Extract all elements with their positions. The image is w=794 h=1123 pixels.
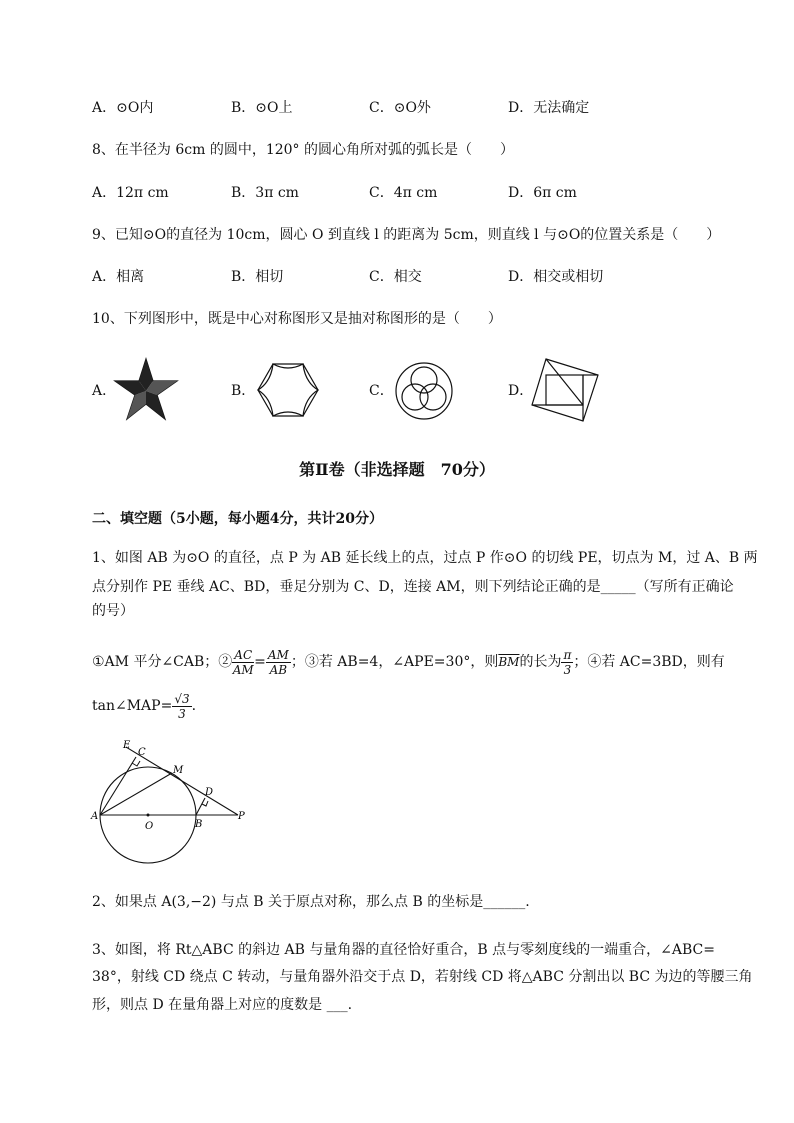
f1-tan-line bbox=[92, 689, 196, 723]
f1-s4: ；④若 AC=3BD，则有 bbox=[573, 654, 725, 670]
pythagoras-squares-figure bbox=[528, 355, 604, 425]
q10-stem: 10、下列图形中，既是中心对称图形又是抽对称图形的是（ ） bbox=[92, 311, 502, 327]
q8-option-b: B．3π cm bbox=[231, 185, 299, 201]
q10-option-c: C． bbox=[369, 383, 394, 399]
q7-option-a: A．⊙O内 bbox=[92, 100, 154, 116]
f1-tan: tan∠MAP= bbox=[92, 698, 173, 714]
q10-option-d: D． bbox=[508, 383, 534, 399]
q8-stem: 8、在半径为 6cm 的圆中，120° 的圆心角所对弧的弧长是（ ） bbox=[92, 142, 515, 158]
section2-title: 二、填空题（5小题，每小题4分，共计20分） bbox=[92, 511, 383, 527]
f1-line2: 点分别作 PE 垂线 AC、BD，垂足分别为 C、D，连接 AM，则下列结论正确的是_____（写所有正确论 bbox=[92, 579, 734, 595]
label-e: E bbox=[123, 740, 131, 751]
label-m: M bbox=[173, 765, 184, 776]
label-p: P bbox=[238, 811, 245, 822]
q7-option-d: D．无法确定 bbox=[508, 100, 590, 116]
f1-line3: 的号） bbox=[92, 603, 134, 619]
label-a: A bbox=[91, 811, 99, 822]
circle-tangent-figure bbox=[88, 735, 258, 870]
f1-line1: 1、如图 AB 为⊙O 的直径，点 P 为 AB 延长线上的点，过点 P 作⊙O 的切线 PE，切点为 M，过 A、B 两 bbox=[92, 550, 758, 566]
f1-s2: ；③若 AB=4，∠APE=30°，则 bbox=[290, 654, 499, 670]
q9-option-c: C．相交 bbox=[369, 269, 422, 285]
q8-option-c: C．4π cm bbox=[369, 185, 438, 201]
f1-s3: 的长为 bbox=[519, 654, 562, 670]
label-c: C bbox=[138, 747, 146, 758]
frac-ac-am: $\frac{AC}{AM}$ bbox=[232, 647, 254, 677]
label-b: B bbox=[195, 819, 203, 830]
label-o: O bbox=[145, 821, 154, 832]
q9-option-b: B．相切 bbox=[231, 269, 284, 285]
three-circles-figure bbox=[393, 361, 455, 421]
q9-stem: 9、已知⊙O的直径为 10cm，圆心 O 到直线 l 的距离为 5cm，则直线 l 与⊙O的位置关系是（ ） bbox=[92, 227, 721, 243]
q10-option-a: A． bbox=[92, 383, 117, 399]
equals-sign: = bbox=[254, 654, 266, 670]
q9-option-d: D．相交或相切 bbox=[508, 269, 604, 285]
f1-s1: ①AM 平分∠CAB；② bbox=[92, 654, 233, 670]
f2-text: 2、如果点 A(3,−2) 与点 B 关于原点对称，那么点 B 的坐标是______. bbox=[92, 894, 530, 910]
label-d: D bbox=[205, 787, 214, 798]
f1-statements bbox=[92, 645, 725, 679]
f3-line1: 3、如图，将 Rt△ABC 的斜边 AB 与量角器的直径恰好重合，B 点与零刻度线的一端重合，∠ABC= bbox=[92, 942, 715, 958]
hexagon-arcs-figure bbox=[255, 360, 321, 420]
q7-option-b: B．⊙O上 bbox=[231, 100, 293, 116]
f3-line2: 38°，射线 CD 绕点 C 转动，与量角器外沿交于点 D，若射线 CD 将△ABC 分割出以 BC 为边的等腰三角 bbox=[92, 969, 753, 985]
q8-option-d: D．6π cm bbox=[508, 185, 577, 201]
q9-option-a: A．相离 bbox=[92, 269, 145, 285]
frac-am-ab: $\frac{AM}{AB}$ bbox=[267, 647, 289, 677]
star-figure bbox=[112, 357, 180, 423]
q7-option-c: C．⊙O外 bbox=[369, 100, 431, 116]
arc-bm: $\overline{BM}$ bbox=[498, 655, 520, 669]
f1-end: . bbox=[191, 698, 197, 714]
frac-sqrt3-3: $\frac{√3}{3}$ bbox=[174, 691, 190, 721]
q10-option-b: B． bbox=[231, 383, 256, 399]
q8-option-a: A．12π cm bbox=[92, 185, 169, 201]
f3-line3: 形，则点 D 在量角器上对应的度数是 ___. bbox=[92, 997, 353, 1013]
frac-pi-3: $\frac{\pi}{3}$ bbox=[563, 647, 572, 677]
part2-title: 第Ⅱ卷（非选择题 70分） bbox=[299, 460, 495, 479]
